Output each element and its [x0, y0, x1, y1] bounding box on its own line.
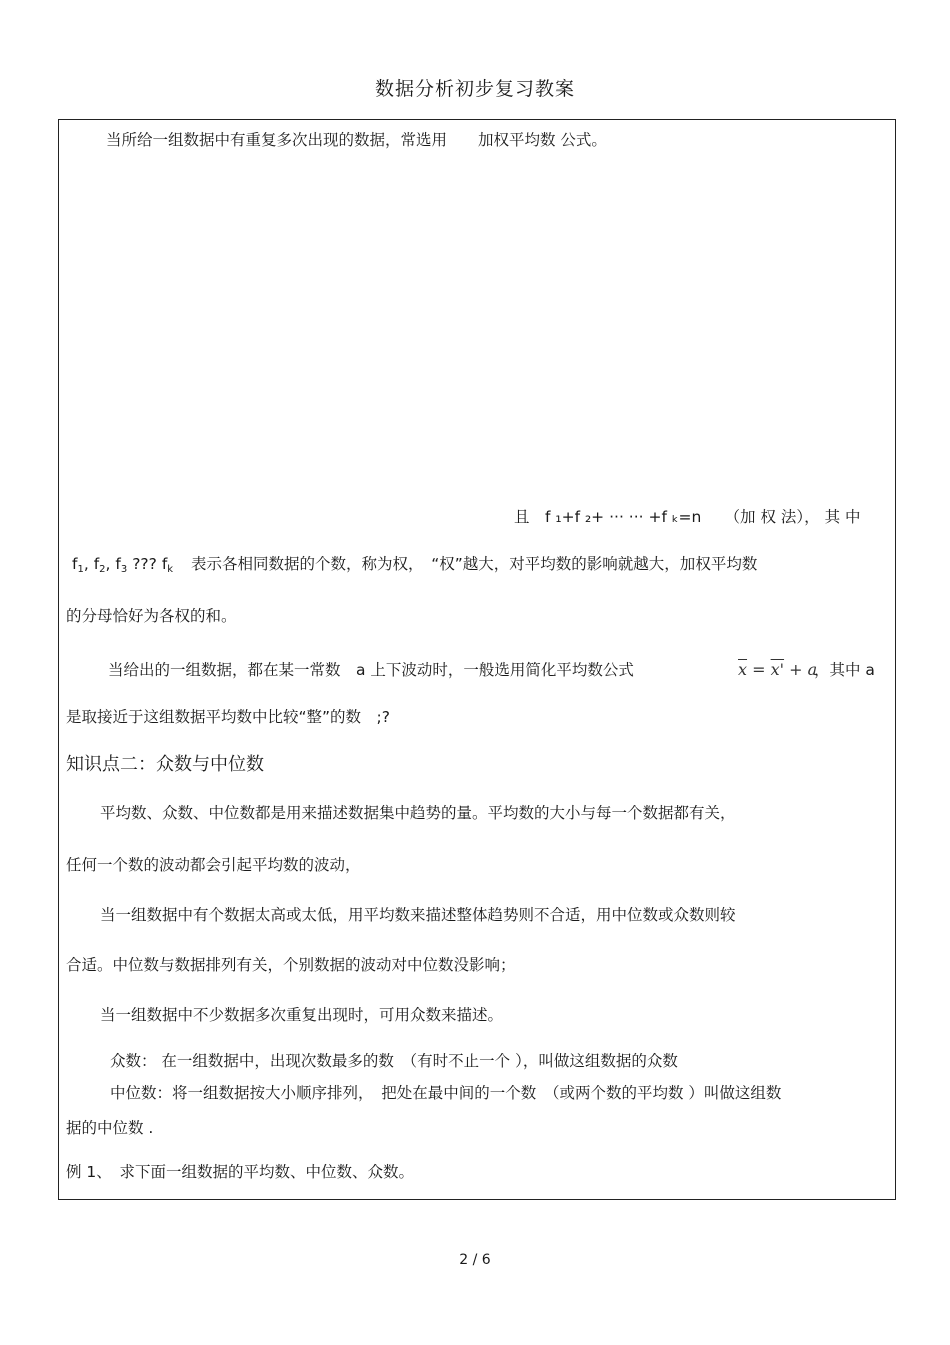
- simplified-mean-tail: ，其中 a: [814, 661, 875, 679]
- median-definition-a: 中位数：将一组数据按大小顺序排列， 把处在最中间的一个数 （或两个数的平均数 ）叫做这组数: [110, 1084, 782, 1102]
- paragraph-3: 当一组数据中不少数据多次重复出现时，可用众数来描述。: [100, 1006, 504, 1024]
- simplified-mean-line-2: 是取接近于这组数据平均数中比较“整”的数 ;?: [66, 708, 391, 726]
- mode-definition: 众数： 在一组数据中，出现次数最多的数 （有时不止一个 ），叫做这组数据的众数: [110, 1052, 678, 1070]
- median-definition-b: 据的中位数 .: [66, 1119, 154, 1137]
- page-title: 数据分析初步复习教案: [374, 78, 575, 100]
- paragraph-2a: 当一组数据中有个数据太高或太低，用平均数来描述整体趋势则不合适，用中位数或众数则较: [100, 906, 736, 924]
- simplified-mean-formula: $\overline{x} = x' + a$: [738, 660, 818, 679]
- page-number: 2 / 6: [459, 1252, 491, 1268]
- weighted-condition: 且 f ₁+f ₂+ ··· ··· +f ₖ=n （加 权 法）， 其 中: [514, 508, 861, 526]
- weighted-intro: 当所给一组数据中有重复多次出现的数据，常选用 加权平均数 公式。: [106, 131, 607, 149]
- weights-symbols: $f_1$, $f_2$, $f_3$ ??? $f_k$: [72, 555, 174, 575]
- paragraph-1b: 任何一个数的波动都会引起平均数的波动，: [66, 856, 361, 874]
- paragraph-1a: 平均数、众数、中位数都是用来描述数据集中趋势的量。平均数的大小与每一个数据都有关，: [100, 804, 736, 822]
- weights-definition: 表示各相同数据的个数，称为权， “权”越大，对平均数的影响就越大，加权平均数: [191, 555, 758, 573]
- paragraph-2b: 合适。中位数与数据排列有关，个别数据的波动对中位数没影响；: [66, 956, 516, 974]
- simplified-mean-line: 当给出的一组数据，都在某一常数 a 上下波动时，一般选用简化平均数公式: [108, 661, 634, 679]
- section-heading-2: 知识点二：众数与中位数: [66, 754, 264, 775]
- weights-definition-2: 的分母恰好为各权的和。: [66, 607, 237, 625]
- example-1: 例 1、 求下面一组数据的平均数、中位数、众数。: [66, 1163, 415, 1181]
